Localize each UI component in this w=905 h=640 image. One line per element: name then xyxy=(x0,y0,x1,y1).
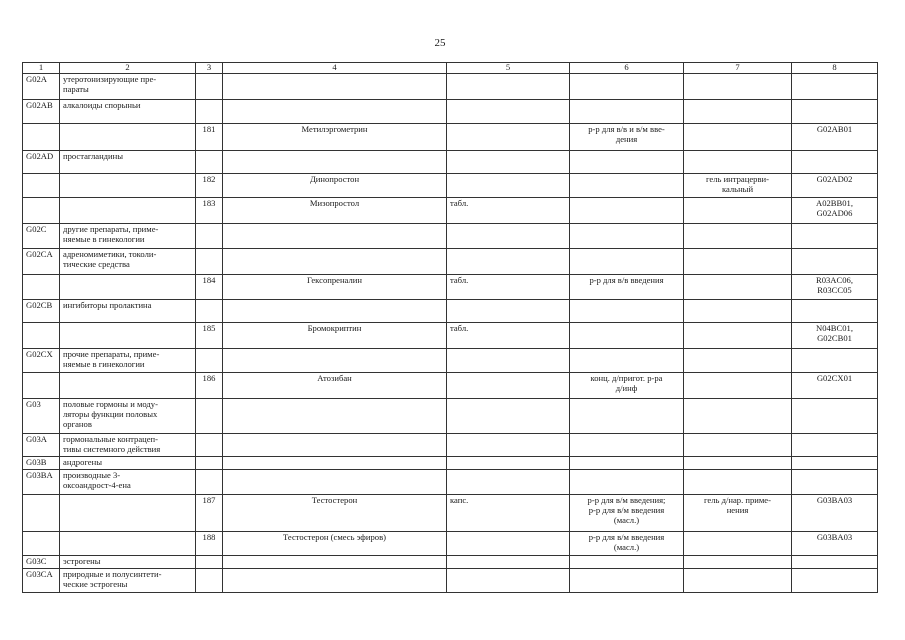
cell-group: природные и полусинтети- ческие эстрогены xyxy=(60,568,196,592)
cell-form xyxy=(447,223,570,248)
table-body xyxy=(23,73,878,592)
cell-number xyxy=(196,99,223,123)
cell-name: Тестостерон xyxy=(223,494,447,531)
table-row xyxy=(23,150,878,173)
cell-number xyxy=(196,433,223,456)
column-header: 1 xyxy=(23,63,60,74)
cell-number: 183 xyxy=(196,197,223,223)
cell-form xyxy=(447,469,570,494)
cell-form-injection xyxy=(570,73,684,99)
cell-code xyxy=(23,197,60,223)
table-row xyxy=(23,322,878,348)
cell-form-other xyxy=(684,123,792,150)
cell-code: G03CA xyxy=(23,568,60,592)
table-row xyxy=(23,197,878,223)
cell-group: адреномиметики, токоли- тические средства xyxy=(60,248,196,274)
cell-form: табл. xyxy=(447,322,570,348)
cell-code: G03BA xyxy=(23,469,60,494)
table-row xyxy=(23,299,878,322)
cell-group xyxy=(60,372,196,398)
cell-number xyxy=(196,223,223,248)
cell-form-other xyxy=(684,568,792,592)
cell-form: табл. xyxy=(447,197,570,223)
cell-number: 187 xyxy=(196,494,223,531)
cell-group: прочие препараты, приме- няемые в гинекологии xyxy=(60,348,196,372)
cell-group xyxy=(60,494,196,531)
cell-code: G03A xyxy=(23,433,60,456)
cell-number: 186 xyxy=(196,372,223,398)
cell-number xyxy=(196,73,223,99)
page-number: 25 xyxy=(434,37,446,49)
table-row xyxy=(23,456,878,469)
cell-name xyxy=(223,223,447,248)
table-row xyxy=(23,123,878,150)
cell-atc-code xyxy=(792,73,878,99)
cell-code xyxy=(23,173,60,197)
cell-form xyxy=(447,348,570,372)
cell-form-other xyxy=(684,433,792,456)
cell-form-other xyxy=(684,73,792,99)
table-row xyxy=(23,398,878,433)
cell-form-injection: р-р для в/в введения xyxy=(570,274,684,299)
cell-form xyxy=(447,398,570,433)
column-header: 5 xyxy=(447,63,570,74)
cell-atc-code: R03AC06, R03CC05 xyxy=(792,274,878,299)
cell-name: Динопростон xyxy=(223,173,447,197)
cell-code: G02CA xyxy=(23,248,60,274)
cell-code: G02AB xyxy=(23,99,60,123)
drug-table xyxy=(22,62,878,593)
cell-number xyxy=(196,456,223,469)
cell-atc-code xyxy=(792,433,878,456)
table-row xyxy=(23,348,878,372)
cell-form-injection xyxy=(570,99,684,123)
table-row xyxy=(23,433,878,456)
cell-form-injection: конц. д/пригот. р-ра д/инф xyxy=(570,372,684,398)
cell-atc-code xyxy=(792,99,878,123)
cell-name xyxy=(223,555,447,568)
cell-form xyxy=(447,433,570,456)
cell-number: 182 xyxy=(196,173,223,197)
cell-name: Мизопростол xyxy=(223,197,447,223)
cell-name xyxy=(223,299,447,322)
table-row xyxy=(23,531,878,555)
table-row xyxy=(23,274,878,299)
column-header: 8 xyxy=(792,63,878,74)
cell-form-other xyxy=(684,469,792,494)
column-header: 2 xyxy=(60,63,196,74)
cell-form-injection xyxy=(570,568,684,592)
cell-name: Тестостерон (смесь эфиров) xyxy=(223,531,447,555)
cell-form xyxy=(447,123,570,150)
cell-atc-code xyxy=(792,469,878,494)
cell-form xyxy=(447,73,570,99)
cell-code xyxy=(23,372,60,398)
cell-name: Атозибан xyxy=(223,372,447,398)
table-row xyxy=(23,494,878,531)
cell-form-other xyxy=(684,150,792,173)
cell-group xyxy=(60,123,196,150)
cell-atc-code: A02BB01, G02AD06 xyxy=(792,197,878,223)
cell-name xyxy=(223,73,447,99)
cell-form xyxy=(447,248,570,274)
cell-group: половые гормоны и моду- ляторы функции половых органов xyxy=(60,398,196,433)
cell-group: алкалоиды спорыньи xyxy=(60,99,196,123)
cell-form-injection xyxy=(570,348,684,372)
cell-atc-code: G02AB01 xyxy=(792,123,878,150)
cell-form-injection xyxy=(570,456,684,469)
cell-code: G03C xyxy=(23,555,60,568)
cell-form-injection xyxy=(570,398,684,433)
cell-name xyxy=(223,150,447,173)
cell-group: андрогены xyxy=(60,456,196,469)
cell-atc-code xyxy=(792,150,878,173)
table-row xyxy=(23,248,878,274)
cell-form xyxy=(447,299,570,322)
cell-code xyxy=(23,274,60,299)
cell-code xyxy=(23,531,60,555)
cell-atc-code: N04BC01, G02CB01 xyxy=(792,322,878,348)
cell-number: 188 xyxy=(196,531,223,555)
cell-group: производные 3- оксоандрост-4-ена xyxy=(60,469,196,494)
cell-group xyxy=(60,322,196,348)
cell-form-injection xyxy=(570,173,684,197)
cell-number xyxy=(196,469,223,494)
cell-atc-code: G03BA03 xyxy=(792,494,878,531)
cell-group xyxy=(60,173,196,197)
cell-code xyxy=(23,494,60,531)
cell-atc-code: G03BA03 xyxy=(792,531,878,555)
cell-form-injection xyxy=(570,223,684,248)
cell-atc-code xyxy=(792,456,878,469)
cell-name xyxy=(223,433,447,456)
cell-form xyxy=(447,531,570,555)
cell-number xyxy=(196,248,223,274)
cell-number xyxy=(196,150,223,173)
cell-form-other xyxy=(684,99,792,123)
table-row xyxy=(23,99,878,123)
cell-form-other xyxy=(684,372,792,398)
cell-group: утеротонизирующие пре- параты xyxy=(60,73,196,99)
cell-form xyxy=(447,99,570,123)
cell-code xyxy=(23,322,60,348)
cell-form-other: гель д/нар. приме- нения xyxy=(684,494,792,531)
cell-atc-code xyxy=(792,248,878,274)
cell-group xyxy=(60,197,196,223)
table-row xyxy=(23,372,878,398)
column-header: 6 xyxy=(570,63,684,74)
cell-name xyxy=(223,99,447,123)
table-row xyxy=(23,173,878,197)
column-header: 3 xyxy=(196,63,223,74)
cell-code: G02C xyxy=(23,223,60,248)
cell-form-injection xyxy=(570,469,684,494)
column-header: 4 xyxy=(223,63,447,74)
header-row xyxy=(23,63,878,74)
cell-code: G03B xyxy=(23,456,60,469)
cell-form-other xyxy=(684,348,792,372)
cell-group: ингибиторы пролактина xyxy=(60,299,196,322)
cell-form-other xyxy=(684,322,792,348)
cell-name: Метилэргометрин xyxy=(223,123,447,150)
cell-number xyxy=(196,568,223,592)
cell-form-injection xyxy=(570,197,684,223)
cell-form: капс. xyxy=(447,494,570,531)
cell-number xyxy=(196,299,223,322)
cell-code: G02AD xyxy=(23,150,60,173)
cell-form-other xyxy=(684,274,792,299)
cell-form-injection xyxy=(570,322,684,348)
cell-form-injection xyxy=(570,150,684,173)
cell-name xyxy=(223,568,447,592)
table-row xyxy=(23,568,878,592)
cell-group xyxy=(60,274,196,299)
cell-form-other xyxy=(684,197,792,223)
cell-form-other xyxy=(684,398,792,433)
cell-number: 181 xyxy=(196,123,223,150)
cell-code: G02A xyxy=(23,73,60,99)
cell-group: эстрогены xyxy=(60,555,196,568)
column-header: 7 xyxy=(684,63,792,74)
table-row xyxy=(23,223,878,248)
cell-name xyxy=(223,469,447,494)
cell-form-other xyxy=(684,531,792,555)
cell-atc-code xyxy=(792,223,878,248)
cell-form-injection: р-р для в/в и в/м вве- дения xyxy=(570,123,684,150)
cell-group: другие препараты, приме- няемые в гинекологии xyxy=(60,223,196,248)
cell-form xyxy=(447,150,570,173)
cell-form-other xyxy=(684,248,792,274)
cell-code xyxy=(23,123,60,150)
cell-form-injection xyxy=(570,433,684,456)
table-row xyxy=(23,73,878,99)
cell-name: Бромокриптин xyxy=(223,322,447,348)
table-row xyxy=(23,469,878,494)
cell-name xyxy=(223,248,447,274)
cell-form-injection xyxy=(570,555,684,568)
cell-code: G02CB xyxy=(23,299,60,322)
cell-name: Гексопреналин xyxy=(223,274,447,299)
cell-number: 184 xyxy=(196,274,223,299)
table-row xyxy=(23,555,878,568)
cell-number xyxy=(196,555,223,568)
cell-form xyxy=(447,568,570,592)
cell-form-injection: р-р для в/м введения (масл.) xyxy=(570,531,684,555)
cell-atc-code xyxy=(792,398,878,433)
cell-group xyxy=(60,531,196,555)
cell-form-injection: р-р для в/м введения; р-р для в/м введения (масл.) xyxy=(570,494,684,531)
cell-name xyxy=(223,348,447,372)
cell-form-other xyxy=(684,456,792,469)
cell-atc-code xyxy=(792,555,878,568)
cell-atc-code xyxy=(792,299,878,322)
cell-group: гормональные контрацеп- тивы системного действия xyxy=(60,433,196,456)
cell-form-injection xyxy=(570,248,684,274)
cell-form-other: гель интрацерви- кальный xyxy=(684,173,792,197)
cell-atc-code: G02AD02 xyxy=(792,173,878,197)
cell-form xyxy=(447,372,570,398)
cell-form-other xyxy=(684,555,792,568)
cell-form: табл. xyxy=(447,274,570,299)
cell-number xyxy=(196,348,223,372)
cell-name xyxy=(223,456,447,469)
cell-form-other xyxy=(684,223,792,248)
cell-atc-code xyxy=(792,348,878,372)
cell-form xyxy=(447,456,570,469)
cell-form xyxy=(447,555,570,568)
cell-group: простагландины xyxy=(60,150,196,173)
cell-form-injection xyxy=(570,299,684,322)
cell-form xyxy=(447,173,570,197)
cell-code: G03 xyxy=(23,398,60,433)
cell-name xyxy=(223,398,447,433)
cell-atc-code xyxy=(792,568,878,592)
cell-atc-code: G02CX01 xyxy=(792,372,878,398)
cell-form-other xyxy=(684,299,792,322)
cell-number: 185 xyxy=(196,322,223,348)
cell-number xyxy=(196,398,223,433)
cell-code: G02CX xyxy=(23,348,60,372)
